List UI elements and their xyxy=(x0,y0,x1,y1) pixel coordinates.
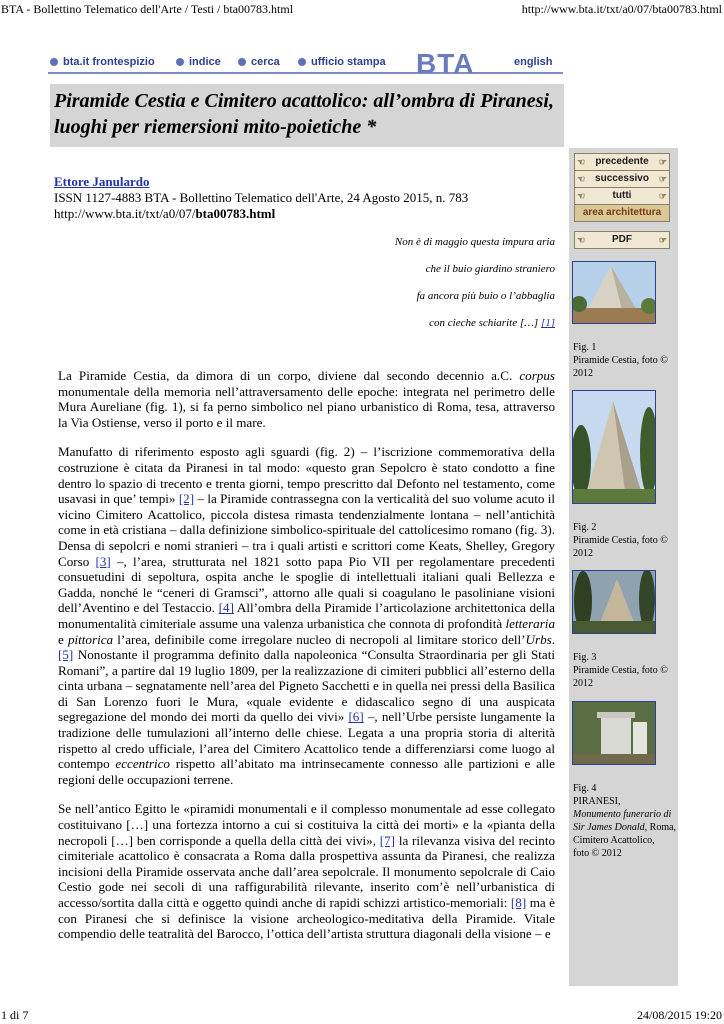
print-header-title: BTA - Bollettino Telematico dell'Arte / Testi / bta00783.html xyxy=(1,2,294,16)
bullet-icon xyxy=(298,58,306,66)
pdf-button[interactable] xyxy=(574,231,670,249)
article-url-file: bta00783.html xyxy=(195,206,276,221)
bullet-icon xyxy=(238,58,246,66)
page-count: 1 di 7 xyxy=(1,1008,29,1022)
figure-4-author: PIRANESI, xyxy=(573,796,621,807)
print-datetime: 24/08/2015 19:20 xyxy=(636,1008,722,1022)
verse-line: che il buio giardino straniero xyxy=(425,263,555,275)
figure-1-label: Fig. 1 xyxy=(573,342,597,353)
figure-2-label: Fig. 2 xyxy=(573,522,597,533)
article-url xyxy=(54,206,275,222)
hand-right-icon: ☞ xyxy=(658,157,667,167)
tutti-label: tutti xyxy=(612,190,632,201)
verse-line: fa ancora più buio o l’abbaglia xyxy=(416,290,555,302)
figure-4-caption xyxy=(573,782,677,860)
figure-3-text: Piramide Cestia, foto © 2012 xyxy=(573,665,668,689)
figure-4-label: Fig. 4 xyxy=(573,783,597,794)
figure-4-thumbnail[interactable] xyxy=(572,701,656,765)
print-header-url: http://www.bta.it/txt/a0/07/bta00783.html xyxy=(521,2,722,16)
nav-cerca-link[interactable] xyxy=(238,56,280,68)
nav-bar xyxy=(48,50,563,80)
verse-line-last xyxy=(240,317,555,344)
hand-left-icon: ☜ xyxy=(577,174,586,184)
pyramid-trees-photo-icon xyxy=(573,391,655,503)
pyramid-photo-icon xyxy=(573,262,655,323)
figure-4-text: foto © 2012 xyxy=(573,848,622,859)
figure-2-text: Piramide Cestia, foto © 2012 xyxy=(573,535,668,559)
hand-left-icon: ☜ xyxy=(577,191,586,201)
nav-frontespizio-link[interactable] xyxy=(50,56,155,68)
nav-indice-label: indice xyxy=(189,56,221,68)
footnote-link-7[interactable]: [7] xyxy=(379,832,396,848)
figure-1-thumbnail[interactable] xyxy=(572,261,656,324)
author-link[interactable]: Ettore Janulardo xyxy=(54,174,150,189)
verse-text: con cieche schiarite […] xyxy=(429,317,539,329)
verse-line: Non è di maggio questa impura aria xyxy=(394,236,555,248)
footnote-link-6[interactable]: [6] xyxy=(348,709,364,725)
footnote-link-5[interactable]: [5] xyxy=(58,647,74,663)
footnote-link-4[interactable]: [4] xyxy=(218,600,234,616)
figure-1-text: Piramide Cestia, foto © 2012 xyxy=(573,355,668,379)
article-body xyxy=(58,368,555,956)
sidebar xyxy=(569,148,678,986)
tutti-button[interactable] xyxy=(574,187,670,205)
figure-3-label: Fig. 3 xyxy=(573,652,597,663)
figure-4-location: , Roma, Cimitero Acattolico, xyxy=(573,822,677,846)
figure-3-caption xyxy=(573,651,677,690)
footnote-link-8[interactable]: [8] xyxy=(510,895,527,910)
issn-line: ISSN 1127-4883 BTA - Bollettino Telematico dell'Arte, 24 Agosto 2015, n. 783 xyxy=(54,190,469,205)
nav-frontespizio-label: bta.it frontespizio xyxy=(63,56,155,68)
paragraph-2: Manufatto di riferimento esposto agli sguardi (fig. 2) – l’iscrizione commemorativa della costruzione è citata da Piranesi in tal modo: «questo gran Sepolcro è stato condotto a fine dentro lo spazio di trecento e trenta giorni, tempo prescritto dal Defonto nel testamento, come usavasi in que’ tempi» [2] – la Piramide contrassegna con la verticalità del suo volume acuto il vicino Cimitero Acattolico, piccola distesa rimasta tendenzialmente lontana – nell’antichità come in età cristiana – dalla definizione simbolico-spirituale del cattolicesimo romano (fig. 3). Densa di sepolcri e nomi stranieri – tra i quali artisti e scrittori come Keats, Shelley, Gregory Corso [3] –, l’area, strutturata nel 1821 sotto papa Pio VII per regolamentare precedenti consuetudini di sepoltura, ospita anche le spoglie di intellettuali italiani quali Bellezza e Gadda, nonché le “ceneri di Gramsci”, attorno alle quali si coagulano le pasoliniane visioni dell’Aventino e del Testaccio. [4] All’ombra della Piramide l’articolazione architettonica della monumentalità cimiteriale assume una valenza urbanistica che connota di profondità letteraria e pittorica l’area, definibile come irregolare nucleo di necropoli al limitare storico dell’Urbs. [5] Nonostante il programma definito dalla napoleonica “Consulta Straordinaria per gli Stati Romani”, a partire dal 19 luglio 1809, per la realizzazione di cimiteri pubblici all’esterno della cinta urbana – segnatamente nell’area del Pigneto Sacchetti e in quella nei pressi della Basilica di San Lorenzo fuori le Mura, «quale evidente e didascalico segno di una auspicata segregazione del mondo dei morti da quello dei vivi» [6] –, nell’Urbe persiste lungamente la tradizione delle tumulazioni all’interno delle chiese. Legata a una propria storia di alterità rispetto al credo ufficiale, l’area del Cimitero Acattolico tende a differenziarsi come luogo al contempo eccentrico rispetto all’abitato ma intrinsecamente connesso alle partizioni e alle regioni delle occupazioni terrene. xyxy=(58,444,556,787)
article-url-prefix: http://www.bta.it/txt/a0/07/ xyxy=(54,206,196,221)
hand-right-icon: ☞ xyxy=(658,174,667,184)
bullet-icon xyxy=(50,58,58,66)
nav-ufficio-stampa-link[interactable] xyxy=(298,56,386,68)
nav-divider xyxy=(48,72,563,74)
successivo-button[interactable] xyxy=(574,170,670,188)
successivo-label: successivo xyxy=(595,173,649,184)
title-box xyxy=(50,84,564,147)
hand-left-icon: ☜ xyxy=(577,235,586,245)
funerary-monument-photo-icon xyxy=(573,702,655,764)
bta-logo[interactable]: BTA xyxy=(416,48,475,79)
figure-4-work-title: Monumento funerario di Sir James Donald xyxy=(573,809,672,833)
nav-indice-link[interactable] xyxy=(176,56,221,68)
nav-english-link[interactable]: english xyxy=(514,56,553,68)
figure-3-thumbnail[interactable] xyxy=(572,570,656,634)
footnote-link-3[interactable]: [3] xyxy=(95,553,111,569)
figure-2-caption xyxy=(573,521,677,560)
hand-right-icon: ☞ xyxy=(658,235,667,245)
precedente-label: precedente xyxy=(595,156,649,167)
paragraph-1: La Piramide Cestia, da dimora di un corpo, diviene dal secondo decennio a.C. corpus monumentale della memoria nell’attraversamento delle epoche: integrata nel perimetro delle Mura Aureliane (fig. 1), si fa perno simbolico nel piano urbanistico di Roma, tesa, attraverso la Via Ostiense, verso il porto e il mare. xyxy=(58,368,555,430)
hand-left-icon: ☜ xyxy=(577,157,586,167)
hand-right-icon: ☞ xyxy=(658,191,667,201)
pdf-label: PDF xyxy=(612,234,632,245)
nav-ufficio-label: ufficio stampa xyxy=(311,56,386,68)
bullet-icon xyxy=(176,58,184,66)
cemetery-photo-icon xyxy=(573,571,655,633)
paragraph-3: Se nell’antico Egitto le «piramidi monumentali e il complesso monumentale ad esse collegato costituivano […] una fortezza intorno a cui si costituiva la città dei morti» e la «pianta della necropoli […] ben corrisponde a quella della città dei vivi», [7] la rilevanza visiva del recinto cimiteriale acattolico è consacrata a Roma dalla prospettiva assunta da Piranesi, che realizza incisioni della Piramide osservata anche dall’area sepolcrale. Il monumento sepolcrale di Caio Cestio gode nei secoli di una raffigurabilità rilevante, inserito com’è nell’urbanistica di accesso/sortita dalla città e oggetto quindi anche di rapidi schizzi artistico-memoriali: [8] ma è con Piranesi che si definisce la visione archeologico-meditativa della Piramide. Vitale compendio delle teatralità del Barocco, l’ottica dell’artista struttura diagonali della visione – e xyxy=(58,801,556,942)
epigraph xyxy=(240,236,555,344)
footnote-link-1[interactable]: [1] xyxy=(540,317,555,329)
figure-2-thumbnail[interactable] xyxy=(572,390,656,504)
precedente-button[interactable] xyxy=(574,153,670,171)
page-title: Piramide Cestia e Cimitero acattolico: all’ombra di Piranesi, luoghi per riemersioni mito-poietiche * xyxy=(54,90,554,138)
area-architettura-button[interactable]: area architettura xyxy=(574,204,670,222)
footnote-link-2[interactable]: [2] xyxy=(178,491,195,507)
nav-cerca-label: cerca xyxy=(251,56,280,68)
figure-1-caption xyxy=(573,341,677,380)
